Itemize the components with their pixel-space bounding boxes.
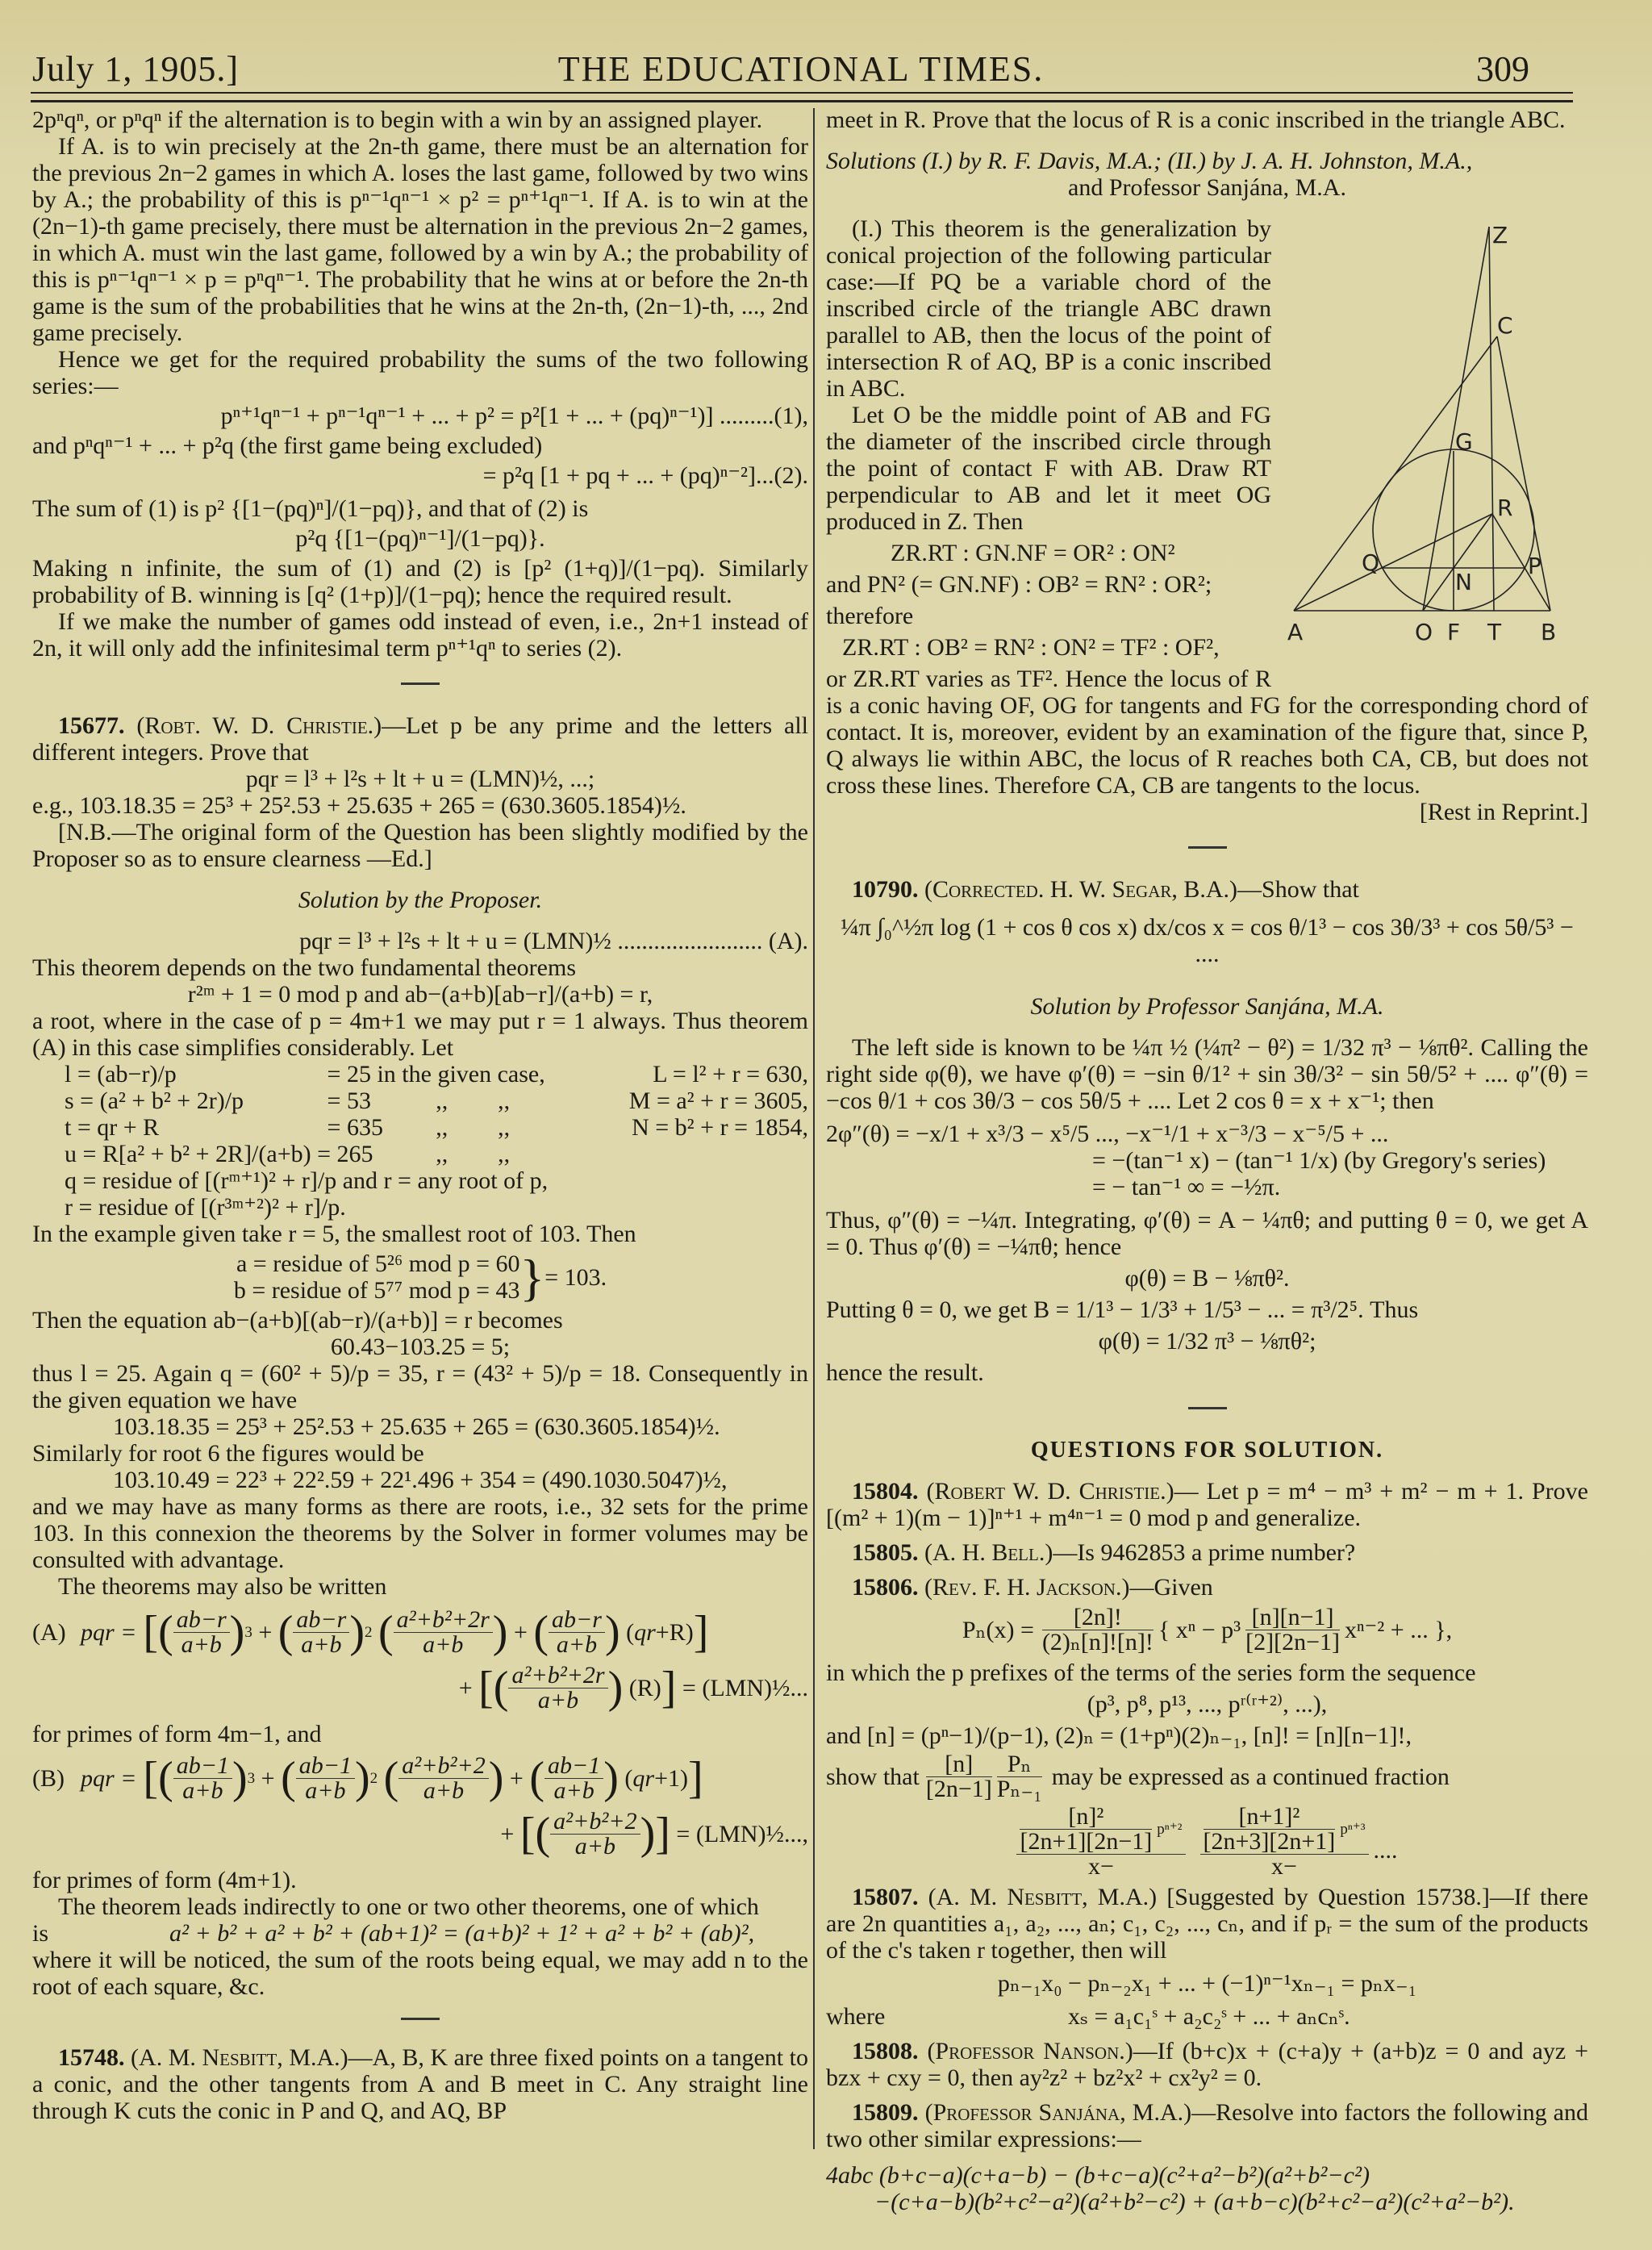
continued-fraction: $\frac{\text{[n]²}}{[2n+1][2n-1]}$ pⁿ⁺² x− $\frac{\text{[n+1]²}}{[2n+3][2n+1]}$ pⁿ⁺³ x− ....	[826, 1805, 1588, 1879]
label-C: C	[1497, 312, 1513, 339]
page-header	[31, 48, 1571, 97]
equation-1: pⁿ⁺¹qⁿ⁻¹ + pⁿ⁻¹qⁿ⁻¹ + ... + p² = p²[1 + ... + (pq)ⁿ⁻¹)] .........(1),	[220, 403, 808, 429]
line-AR	[1294, 514, 1492, 611]
question-number: 15805.	[852, 1539, 919, 1566]
paragraph: Hence we get for the required probability the sums of the two following series:—	[32, 346, 808, 399]
question-number: 15804.	[852, 1478, 919, 1505]
paragraph: meet in R. Prove that the locus of R is a conic inscribed in the triangle ABC.	[826, 106, 1566, 133]
paragraph: and [n] = (pⁿ−1)/(p−1), (2)ₙ = (1+pⁿ)(2)ₙ₋₁, [n]! = [n][n−1]!,	[826, 1722, 1412, 1749]
def-rhs	[560, 1141, 808, 1167]
paragraph: 2pⁿqⁿ, or pⁿqⁿ if the alternation is to begin with a win by an assigned player.	[32, 106, 763, 133]
paragraph: The theorem leads indirectly to one or two other theorems, one of which	[58, 1893, 759, 1920]
paragraph: Similarly for root 6 the figures would be	[32, 1440, 424, 1467]
definition: q = residue of [(rᵐ⁺¹)² + r]/p and r = any root of p,	[65, 1167, 549, 1194]
equation: 103.18.35 = 25³ + 25².53 + 25.635 + 265 = (630.3605.1854)½.	[113, 1413, 720, 1440]
equation: pqr = l³ + l²s + lt + u = (LMN)½, ...;	[245, 766, 595, 792]
geometry-figure	[1278, 215, 1588, 667]
issue-date: July 1, 1905.]	[32, 49, 239, 89]
question-text: —Resolve into factors the following and two other similar expressions:—	[826, 2099, 1588, 2152]
ditto-mark: ,,	[436, 1141, 448, 1167]
fraction: $\frac{\text{a²+b²+2}}{a+b}$	[550, 1810, 640, 1859]
question-10790	[826, 876, 1588, 903]
paragraph: This theorem depends on the two fundamental theorems	[32, 954, 576, 981]
question-number: 15809.	[852, 2099, 919, 2126]
theorem-tail: = (LMN)½...,	[676, 1821, 808, 1847]
def-lhs: l = (ab−r)/p	[65, 1061, 177, 1087]
def-val: = 25 in the given case,	[327, 1061, 545, 1087]
fraction: $\frac{ab-1}{a+b}$	[296, 1754, 355, 1803]
def-rhs: L = l² + r = 630,	[653, 1061, 808, 1087]
ditto-mark: ,,	[498, 1087, 511, 1114]
section-separator	[401, 683, 440, 685]
section-separator	[1188, 1407, 1227, 1409]
fraction: $\frac{\text{a²+b²+2}}{a+b}$	[398, 1754, 488, 1803]
equation-line	[32, 1920, 808, 1947]
equation-2a: and pⁿqⁿ⁻¹ + ... + p²q (the first game being excluded)	[32, 432, 543, 459]
header-rule-thin	[31, 92, 1573, 94]
where-line: where xₛ = a₁c₁ˢ + a₂c₂ˢ + ... + aₙcₙˢ.	[826, 2003, 1350, 2030]
fraction: $\frac{ab-r}{a+b}$	[173, 1608, 230, 1657]
paragraph: Making n infinite, the sum of (1) and (2) is [p² (1+q)]/(1−pq). Similarly probability of B. winning is [q² (1+p)]/(1−pq); hence the required result.	[32, 555, 808, 608]
paragraph: The sum of (1) is p² {[1−(pq)ⁿ]/(1−pq)}, and that of (2) is	[32, 495, 589, 522]
question-text: [Suggested by Question 15738.]—If there are 2n quantities a₁, a₂, ..., aₙ; c₁, c₂, ..., cₙ, and if pᵣ = the sum of the products of the c's taken r together, then will	[826, 1884, 1589, 1964]
question-author: (Robt. W. D. Christie.)	[136, 712, 382, 739]
question-author: (Professor Nanson.)	[927, 2038, 1133, 2064]
ditto-mark: ,,	[436, 1087, 448, 1114]
paragraph: hence the result.	[826, 1359, 984, 1386]
ditto-mark: ,,	[436, 1114, 448, 1141]
paragraph: where it will be noticed, the sum of the roots being equal, we may add n to the root of each square, &c.	[32, 1947, 808, 2000]
equation: 4abc (b+c−a)(c+a−b) − (b+c−a)(c²+a²−b²)(a²+b²−c²)	[826, 2162, 1370, 2189]
question-author: (Robert W. D. Christie.)	[926, 1478, 1174, 1505]
question-text: —Let p be any prime and the letters all different integers. Prove that	[32, 712, 808, 766]
def-val: = 635	[327, 1114, 383, 1141]
equation-3: p²q {[1−(pq)ⁿ⁻¹]/(1−pq)}.	[295, 525, 545, 552]
paragraph: in which the p prefixes of the terms of the series form the sequence	[826, 1659, 1476, 1686]
label-Q: Q	[1362, 549, 1380, 576]
question-number: 10790.	[852, 876, 919, 903]
line-ZT	[1489, 227, 1494, 611]
question-text: —Show that	[1237, 876, 1359, 903]
question-number: 15808.	[852, 2038, 919, 2064]
theorem-tail: = (LMN)½...	[682, 1675, 808, 1701]
fraction: $\frac{\text{a²+b²+2r}}{a+b}$	[394, 1608, 493, 1657]
paragraph: If we make the number of games odd instead of even, i.e., 2n+1 instead of 2n, it will only add the infinitesimal term pⁿ⁺¹qⁿ to series (2).	[32, 608, 808, 662]
cf-term: $\frac{\text{[n+1]²}}{[2n+3][2n+1]}$ pⁿ⁺³ x−	[1200, 1805, 1369, 1879]
paragraph: thus l = 25. Again q = (60² + 5)/p = 35, r = (43² + 5)/p = 18. Consequently in the given equation we have	[32, 1360, 808, 1413]
integral-equation: ¼π ∫₀^½π log (1 + cos θ cos x) dx/cos x = cos θ/1³ − cos 3θ/3³ + cos 5θ/5³ − ....	[841, 914, 1574, 967]
question-text: —If (b+c)x + (c+a)y + (a+b)z = 0 and ayz + bzx + cxy = 0, then ay²z² + bz²x² + cx²y² = 0.	[826, 2038, 1588, 2091]
label-N: N	[1455, 569, 1472, 595]
label-T: T	[1487, 619, 1502, 645]
equation: φ(θ) = 1/32 π³ − ⅛πθ²;	[1098, 1328, 1316, 1355]
question-15807	[826, 1884, 1588, 1964]
header-rule-thick	[31, 100, 1573, 102]
paragraph: Thus, φ″(θ) = −¼π. Integrating, φ′(θ) = A − ¼πθ; and putting θ = 0, we get A = 0. Thus φ′(θ) = −¼πθ; hence	[826, 1207, 1588, 1260]
fraction: $\frac{[n][n-1]}{[2][2n-1]}$	[1245, 1604, 1340, 1655]
question-15677	[32, 712, 808, 766]
equation: and PN² (= GN.NF) : OB² = RN² : OR²;	[826, 571, 1212, 598]
residue-a: a = residue of 5²⁶ mod p = 60	[236, 1250, 520, 1277]
paragraph: and we may have as many forms as there are roots, i.e., 32 sets for the prime 103. In this connexion the theorems by the Solver in former volumes may be consulted with advantage.	[32, 1493, 808, 1573]
equation: ZR.RT : OB² = RN² : ON² = TF² : OF²,	[842, 634, 1220, 661]
is-label: is	[32, 1920, 49, 1947]
paragraph: for primes of form (4m+1).	[32, 1867, 297, 1893]
label-R: R	[1497, 495, 1513, 521]
theorem-label: (B)	[32, 1765, 65, 1792]
def-val: = 53	[327, 1087, 371, 1114]
theorem-A: (A) pqr = [ ( $\frac{ab-r}{a+b}$ ) 3 + ( $\frac{ab-r}{a+b}$ ) 2 ( $\frac{\text{a²+b²+2r}}{a+b}$ ) + ( $\frac{ab-r}{a+b}$ ) ( qr +R) ] + [ ( $\frac{\text{a²+b²+2r}}{a+b}$ ) (R) ] = (LMN)½...	[32, 1606, 808, 1714]
paragraph: In the example given take r = 5, the smallest root of 103. Then	[32, 1221, 636, 1247]
def-lhs: t = qr + R	[65, 1114, 160, 1141]
definitions-table	[32, 1061, 808, 1167]
line-OR	[1423, 514, 1492, 611]
line-ZO	[1423, 227, 1489, 611]
question-15808	[826, 2038, 1588, 2091]
question-author: (Rev. F. H. Jackson.)	[924, 1574, 1130, 1601]
paragraph: The theorems may also be written	[58, 1573, 387, 1600]
paragraph: therefore	[826, 603, 914, 629]
label-B: B	[1541, 619, 1557, 645]
pn-equation: Pₙ(x) = $\frac{[2n]!}{\text{(2)ₙ[n]![n]!}}$ { xⁿ − p³ $\frac{[n][n-1]}{[2][2n-1]}$ xⁿ⁻² + ... },	[962, 1604, 1453, 1655]
paragraph: or ZR.RT varies as TF². Hence the locus of R is a conic having OF, OG for tangents and FG for the corresponding chord of contact. It is, moreover, evident by an examination of the figure that, since P, Q always lie within ABC, the locus of R reaches both CA, CB, but does not cross these lines. Therefore CA, CB are tangents to the locus.	[826, 666, 1588, 799]
label-P: P	[1528, 553, 1541, 579]
table-row	[32, 1087, 808, 1114]
paragraph: for primes of form 4m−1, and	[32, 1721, 322, 1747]
def-rhs: N = b² + r = 1854,	[632, 1114, 808, 1141]
ditto-mark: ,,	[498, 1141, 511, 1167]
ditto-mark: ,,	[498, 1114, 511, 1141]
theorem-lhs: pqr =	[81, 1619, 137, 1646]
label-G: G	[1455, 428, 1473, 455]
paragraph: The left side is known to be ¼π ½ (¼π² − θ²) = 1/32 π³ − ⅛πθ². Calling the right side φ(θ), we have φ′(θ) = −sin θ/1² + sin 3θ/3² − sin 5θ/5² + .... φ″(θ) = −cos θ/1 + cos 3θ/3 − cos 5θ/5 + .... Let 2 cos θ = x + x⁻¹; then	[826, 1034, 1588, 1114]
column-divider	[813, 108, 815, 2149]
right-column	[826, 106, 1588, 2215]
question-number: 15677.	[58, 712, 125, 739]
question-15806	[826, 1574, 1588, 1601]
equation: 103.10.49 = 22³ + 22².59 + 22¹.496 + 354 = (490.1030.5047)½,	[113, 1467, 728, 1493]
equation: 60.43−103.25 = 5;	[330, 1334, 511, 1360]
left-column	[32, 106, 808, 2124]
question-15804	[826, 1478, 1588, 1531]
equation: r²ᵐ + 1 = 0 mod p and ab−(a+b)[ab−r]/(a+b) = r,	[187, 981, 653, 1008]
solutions-heading-2: and Professor Sanjána, M.A.	[1068, 174, 1346, 201]
question-author: (A. H. Bell.)	[924, 1539, 1053, 1566]
question-text: —Is 9462853 a prime number?	[1053, 1539, 1356, 1566]
equation: ZR.RT : GN.NF = OR² : ON²	[891, 540, 1175, 566]
question-text: —Given	[1129, 1574, 1213, 1601]
journal-title: THE EDUCATIONAL TIMES.	[557, 49, 1045, 89]
def-lhs: u = R[a² + b² + 2R]/(a+b) = 265	[65, 1141, 373, 1167]
question-author: (A. M. Nesbitt, M.A.)	[928, 1884, 1158, 1910]
equation: −(c+a−b)(b²+c²−a²)(a²+b²−c²) + (a+b−c)(b²+c²−a²)(c²+a²−b²).	[874, 2189, 1515, 2215]
fraction: $\frac{\text{Pₙ}}{\text{Pₙ₋₁}}$	[996, 1751, 1042, 1802]
definition: r = residue of [(r³ᵐ⁺²)² + r]/p.	[65, 1194, 346, 1221]
solutions-heading: Solutions (I.) by R. F. Davis, M.A.; (II.) by J. A. H. Johnston, M.A.,	[826, 148, 1473, 174]
cf-term: $\frac{\text{[n]²}}{[2n+1][2n-1]}$ pⁿ⁺² x−	[1016, 1805, 1185, 1879]
equation: φ(θ) = B − ⅛πθ².	[1124, 1265, 1290, 1292]
label-F: F	[1447, 619, 1461, 645]
equation: = − tan⁻¹ ∞ = −½π.	[1092, 1174, 1281, 1200]
fraction: $\frac{ab-1}{a+b}$	[544, 1754, 603, 1803]
rest-in-reprint: [Rest in Reprint.]	[1419, 799, 1588, 825]
right-brace: }	[519, 1248, 545, 1306]
label-Z: Z	[1492, 222, 1508, 248]
fraction: $\frac{ab-r}{a+b}$	[293, 1608, 349, 1657]
figure-svg	[1278, 215, 1588, 667]
equation-2b: = p²q [1 + pq + ... + (pq)ⁿ⁻²]...(2).	[482, 462, 808, 489]
equation-A: pqr = l³ + l²s + lt + u = (LMN)½ ........................ (A).	[299, 928, 808, 954]
question-author: (A. M. Nesbitt, M.A.)	[131, 2044, 348, 2071]
fraction: $\frac{ab-1}{a+b}$	[173, 1754, 232, 1803]
fraction: $\frac{[n]}{[2n-1]}$	[925, 1751, 992, 1802]
section-separator	[1188, 846, 1227, 849]
fraction: $\frac{\text{a²+b²+2r}}{a+b}$	[508, 1663, 607, 1713]
table-row	[32, 1141, 808, 1167]
solution-heading: Solution by Professor Sanjána, M.A.	[1030, 993, 1384, 1020]
question-15748	[32, 2044, 808, 2124]
question-text: — Let p = m⁴ − m³ + m² − m + 1. Prove [(m² + 1)(m − 1)]ⁿ⁺¹ + m⁴ⁿ⁻¹ = 0 mod p and generalize.	[826, 1478, 1588, 1531]
question-15809	[826, 2099, 1588, 2152]
question-author: (Professor Sanjána, M.A.)	[924, 2099, 1192, 2126]
theorem-lhs: pqr =	[81, 1765, 137, 1792]
def-lhs: s = (a² + b² + 2r)/p	[65, 1087, 244, 1114]
questions-heading: QUESTIONS FOR SOLUTION.	[1030, 1438, 1384, 1463]
question-number: 15807.	[852, 1884, 919, 1910]
equation: 2φ″(θ) = −x/1 + x³/3 − x⁵/5 ..., −x⁻¹/1 + x⁻³/3 − x⁻⁵/5 + ...	[826, 1121, 1389, 1147]
paragraph: Let O be the middle point of AB and FG the diameter of the inscribed circle through the point of contact F with AB. Draw RT perpendicular to AB and let it meet OG produced in Z. Then	[826, 402, 1271, 535]
solution-heading: Solution by the Proposer.	[298, 887, 543, 913]
equation: e.g., 103.18.35 = 25³ + 25².53 + 25.635 + 265 = (630.3605.1854)½.	[32, 792, 686, 819]
editor-note: [N.B.—The original form of the Question has been slightly modified by the Proposer so as to ensure clearness —Ed.]	[32, 819, 808, 872]
label-A: A	[1287, 619, 1304, 645]
equation: a² + b² + a² + b² + (ab+1)² = (a+b)² + 1² + a² + b² + (ab)²,	[169, 1920, 755, 1947]
paragraph: a root, where in the case of p = 4m+1 we may put r = 1 always. Thus theorem (A) in this case simplifies considerably. Let	[32, 1008, 808, 1061]
show-that-line: show that $\frac{[n]}{[2n-1]}$ $\frac{\text{Pₙ}}{\text{Pₙ₋₁}}$ may be expressed as a continued fraction	[826, 1751, 1450, 1802]
question-text: —A, B, K are three fixed points on a tangent to a conic, and the other tangents from A and B meet in C. Any straight line through K cuts the conic in P and Q, and AQ, BP	[32, 2044, 808, 2124]
sequence: (p³, p⁸, p¹³, ..., pʳ⁽ʳ⁺²⁾, ...),	[1087, 1691, 1328, 1718]
equation: = −(tan⁻¹ x) − (tan⁻¹ 1/x) (by Gregory's series)	[1092, 1147, 1546, 1174]
residue-b: b = residue of 5⁷⁷ mod p = 43	[233, 1277, 520, 1304]
theorem-label: (A)	[32, 1619, 66, 1646]
table-row	[32, 1114, 808, 1141]
theorem-B: (B) pqr = [ ( $\frac{ab-1}{a+b}$ ) 3 + ( $\frac{ab-1}{a+b}$ ) 2 ( $\frac{\text{a²+b²+2}}{a+b}$ ) + ( $\frac{ab-1}{a+b}$ ) ( qr +1) ] + [ ( $\frac{\text{a²+b²+2}}{a+b}$ ) ] = (LMN)½...,	[32, 1752, 808, 1860]
paragraph: (I.) This theorem is the generalization by conical projection of the following particular case:—If PQ be a variable chord of the inscribed circle of the triangle ABC drawn parallel to AB, then the locus of the point of intersection R of AQ, BP is a conic inscribed in ABC.	[826, 215, 1271, 402]
section-separator	[401, 2018, 440, 2020]
question-number: 15748.	[58, 2044, 125, 2071]
line-BR	[1492, 514, 1550, 611]
paragraph: Then the equation ab−(a+b)[(ab−r)/(a+b)] = r becomes	[32, 1307, 563, 1334]
question-number: 15806.	[852, 1574, 919, 1601]
fraction: $\frac{ab-r}{a+b}$	[549, 1608, 605, 1657]
equation: pₙ₋₁x₀ − pₙ₋₂x₁ + ... + (−1)ⁿ⁻¹xₙ₋₁ = pₙx₋₁	[997, 1970, 1417, 1997]
fraction: $\frac{[2n]!}{\text{(2)ₙ[n]![n]!}}$	[1041, 1604, 1153, 1655]
residue-sum: = 103.	[544, 1263, 607, 1291]
question-15805	[826, 1539, 1588, 1566]
label-O: O	[1415, 619, 1433, 645]
def-rhs: M = a² + r = 3605,	[628, 1087, 808, 1114]
paragraph: If A. is to win precisely at the 2n-th game, there must be an alternation for the previous 2n−2 games in which A. loses the last game, followed by two wins by A.; the probability of this is pⁿ⁻¹qⁿ⁻¹ × p² = pⁿ⁺¹qⁿ⁻¹. If A. is to win at the (2n−1)-th game precisely, there must be alternation in the previous 2n−2 games, in which A. must win the last game, followed by a win by A.; the probability of this is pⁿ⁻¹qⁿ⁻¹ × p = pⁿqⁿ⁻¹. The probability that he wins at or before the 2n-th game is the sum of the probabilities that he wins at the 2n-th, (2n−1)-th, ..., 2nd game precisely.	[32, 133, 808, 346]
paragraph: Putting θ = 0, we get B = 1/1³ − 1/3³ + 1/5³ − ... = π³/2⁵. Thus	[826, 1296, 1419, 1323]
page-number: 309	[1476, 49, 1529, 89]
residue-block	[32, 1250, 808, 1304]
table-row	[32, 1061, 808, 1087]
question-author: (Corrected. H. W. Segar, B.A.)	[924, 876, 1238, 903]
